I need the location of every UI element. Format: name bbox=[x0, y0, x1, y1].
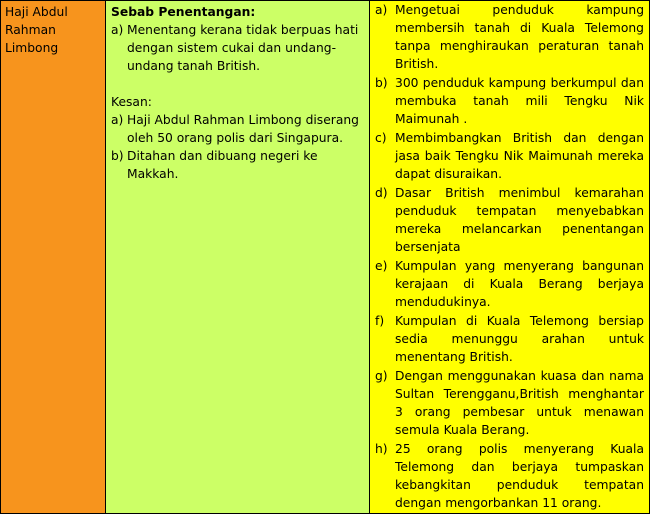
figure-name-line: Rahman bbox=[5, 23, 56, 37]
figure-name-line: Limbong bbox=[5, 41, 59, 55]
effect-item bbox=[111, 147, 364, 183]
event-item-label: g) bbox=[375, 369, 388, 383]
cause-item-label: a) bbox=[111, 23, 124, 37]
events-cell bbox=[370, 0, 650, 514]
effect-item-text: Haji Abdul Rahman Limbong diserang oleh 50 orang polis dari Singapura. bbox=[127, 113, 359, 145]
event-item-text: Membimbangkan British dan dengan jasa baik Tengku Nik Maimunah mereka dapat disuraikan. bbox=[395, 131, 644, 181]
event-item-label: c) bbox=[375, 131, 387, 145]
effect-item-text: Ditahan dan dibuang negeri ke Makkah. bbox=[127, 149, 318, 181]
event-item-text: Dasar British menimbul kemarahan penduduk tempatan menyebabkan mereka melancarkan penentangan bersenjata bbox=[395, 186, 644, 254]
event-item bbox=[375, 129, 644, 183]
cause-item bbox=[111, 21, 364, 75]
event-item-text: Mengetuai penduduk kampung membersih tanah di Kuala Telemong tanpa menghiraukan peraturan tanah British. bbox=[395, 3, 644, 71]
event-item-text: 300 penduduk kampung berkumpul dan membuka tanah mili Tengku Nik Maimunah . bbox=[395, 76, 644, 126]
event-item bbox=[375, 312, 644, 366]
figure-name-line: Haji Abdul bbox=[5, 5, 68, 19]
event-item-text: Dengan menggunakan kuasa dan nama Sultan Terengganu,British menghantar 3 orang pembesar untuk menawan semula Kuala Berang. bbox=[395, 369, 644, 437]
event-item-text: Kumpulan yang menyerang bangunan kerajaan di Kuala Berang berjaya mendudukinya. bbox=[395, 259, 644, 309]
effect-item-label: b) bbox=[111, 149, 124, 163]
event-item-text: 25 orang polis menyerang Kuala Telemong dan berjaya tumpaskan kebangkitan penduduk tempatan dengan mengorbankan 11 orang. bbox=[395, 442, 644, 510]
event-item-label: f) bbox=[375, 314, 385, 328]
event-item-label: e) bbox=[375, 259, 388, 273]
event-item bbox=[375, 367, 644, 439]
event-item bbox=[375, 257, 644, 311]
event-item bbox=[375, 184, 644, 256]
event-item-text: Kumpulan di Kuala Telemong bersiap sedia menunggu arahan untuk menentang British. bbox=[395, 314, 644, 364]
cause-item-text: Menentang kerana tidak berpuas hati dengan sistem cukai dan undang-undang tanah British. bbox=[127, 23, 359, 73]
event-item-label: d) bbox=[375, 186, 388, 200]
effect-item-label: a) bbox=[111, 113, 124, 127]
causes-effects-cell bbox=[106, 0, 370, 514]
event-item-label: a) bbox=[375, 3, 388, 17]
event-item bbox=[375, 1, 644, 73]
event-item bbox=[375, 74, 644, 128]
event-item-label: h) bbox=[375, 442, 388, 456]
event-item-label: b) bbox=[375, 76, 388, 90]
effect-heading: Kesan: bbox=[111, 95, 152, 109]
cause-heading: Sebab Penentangan: bbox=[111, 5, 256, 19]
effect-item bbox=[111, 111, 364, 147]
figure-name-cell bbox=[0, 0, 106, 514]
event-item bbox=[375, 440, 644, 512]
